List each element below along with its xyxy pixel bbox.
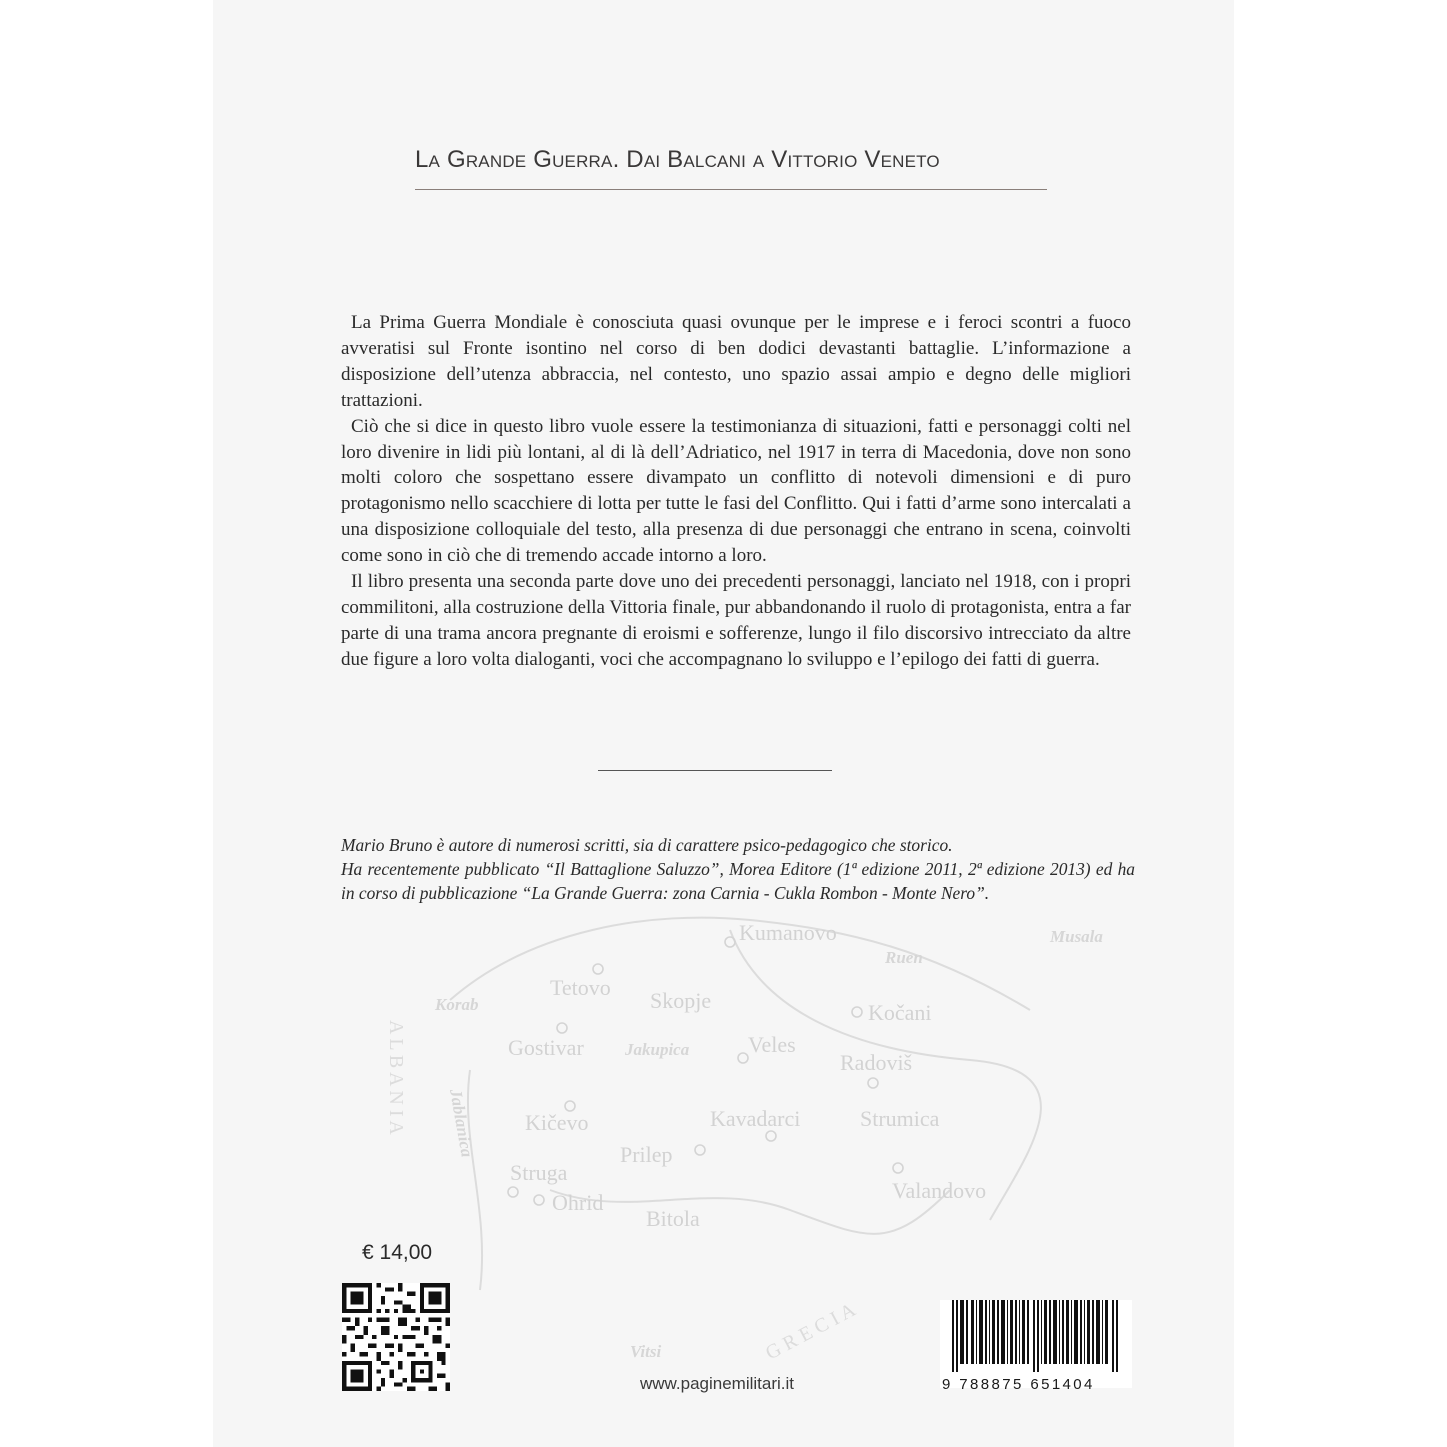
map-label: Kičevo: [525, 1110, 589, 1135]
isbn-number: 9 788875 651404: [942, 1376, 1095, 1393]
map-label: Skopje: [650, 988, 712, 1013]
map-label: Kavadarci: [710, 1106, 801, 1131]
map-label: Kočani: [868, 1000, 932, 1025]
map-label: Struga: [510, 1160, 568, 1185]
map-label: Ohrid: [552, 1190, 604, 1215]
map-label: Vitsi: [630, 1342, 662, 1361]
barcode-bars: [940, 1300, 1132, 1372]
book-title: La Grande Guerra. Dai Balcani a Vittorio Veneto: [415, 146, 940, 173]
map-label: Strumica: [860, 1106, 940, 1131]
map-label: Prilep: [620, 1142, 673, 1167]
map-label: Musala: [1050, 927, 1103, 946]
isbn-barcode: [940, 1300, 1132, 1388]
background-map: [330, 890, 1130, 1370]
map-label: Tetovo: [550, 975, 611, 1000]
map-label: A L B A N I A: [385, 1020, 407, 1135]
qr-code[interactable]: [342, 1283, 450, 1391]
section-divider: [598, 770, 832, 771]
blurb-paragraph: Ciò che si dice in questo libro vuole essere la testimonianza di situazioni, fatti e personaggi colti nel loro divenire in lidi più lontani, al di là dell’Adriatico, nel 1917 in terra di Macedonia, dove non sono molti coloro che sospettano essere divampato un conflitto di notevoli dimensioni e di puro protagonismo nello scacchiere di lotta per tutte le fasi del Conflitto. Qui i fatti d’arme sono intercalati a una disposizione colloquiale del testo, alla presenza di due personaggi che entrano in scena, coinvolti come sono in ciò che di tremendo accade intorno a loro.: [341, 415, 1131, 567]
map-label: Gostivar: [508, 1035, 584, 1060]
map-label: Jakupica: [625, 1040, 690, 1059]
blurb-paragraph: Il libro presenta una seconda parte dove uno dei precedenti personaggi, lanciato nel 1918, con i propri commilitoni, alla costruzione della Vittoria finale, pur abbandonando il ruolo di protagonista, entra a far parte di una trama ancora pregnante di eroismi e sofferenze, lungo il filo discorsivo intrecciato da altre due figure a loro volta dialoganti, voci che accompagnano lo sviluppo e l’epilogo dei fatti di guerra.: [341, 571, 1131, 670]
map-label: Veles: [748, 1032, 796, 1057]
map-label: Korab: [435, 995, 479, 1014]
book-blurb: [341, 310, 1131, 673]
map-label: Jablanica: [446, 1087, 477, 1159]
map-label: Radoviš: [840, 1050, 913, 1075]
map-label: Kumanovo: [739, 920, 837, 945]
publisher-website[interactable]: www.paginemilitari.it: [640, 1374, 794, 1393]
bio-line: Mario Bruno è autore di numerosi scritti, sia di carattere psico-pedagogico che storico.: [341, 835, 953, 855]
price-label: € 14,00: [362, 1241, 433, 1264]
map-label: Valandovo: [892, 1178, 987, 1203]
bio-line: Ha recentemente pubblicato “Il Battaglione Saluzzo”, Morea Editore (1ª edizione 2011, 2ª edizione 2013) ed ha in corso di pubblicazione “La Grande Guerra: zona Carnia - Cukla Rombon - Monte Nero”.: [341, 859, 1135, 903]
map-label: G R E C I A: [762, 1298, 860, 1365]
blurb-paragraph: La Prima Guerra Mondiale è conosciuta quasi ovunque per le imprese e i feroci scontri a fuoco avveratisi sul Fronte isontino nel corso di ben dodici devastanti battaglie. L’informazione a disposizione dell’utenza abbraccia, nel contesto, uno spazio assai ampio e degno delle migliori trattazioni.: [341, 312, 1131, 411]
title-underline: [415, 189, 1047, 190]
map-label: Bitola: [646, 1206, 700, 1231]
map-label: Ruen: [885, 948, 923, 967]
